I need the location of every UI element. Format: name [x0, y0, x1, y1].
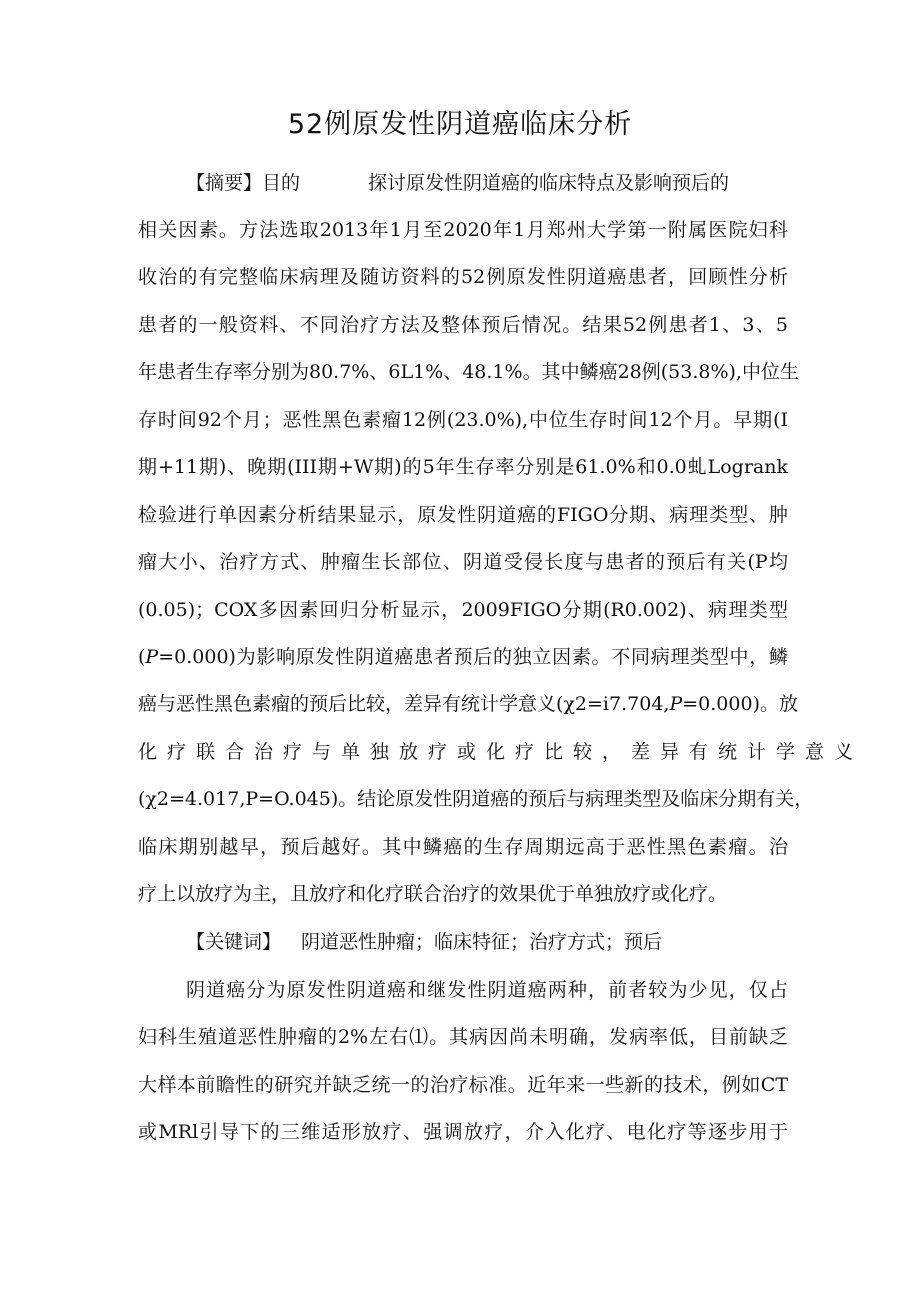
- text-span: (: [138, 646, 146, 668]
- abstract-line: 疗上以放疗为主，且放疗和化疗联合治疗的效果优于单独放疗或化疗。: [138, 883, 728, 905]
- abstract-line: 期+11期)、晚期(III期+W期)的5年生存率分别是61.0%和0.0虬Logrank: [138, 456, 788, 478]
- body-line: 妇科生殖道恶性肿瘤的2%左右⑴。其病因尚未明确，发病率低，目前缺乏: [138, 1026, 788, 1048]
- text-span: =0.000)为影响原发性阴道癌患者预后的独立因素。不同病理类型中，鳞: [158, 646, 788, 668]
- keywords-label: 【关键词】: [186, 931, 282, 953]
- body-line: 大样本前瞻性的研究并缺乏统一的治疗标准。近年来一些新的技术，例如CT: [138, 1074, 788, 1096]
- abstract-line: 存时间92个月；恶性黑色素瘤12例(23.0%),中位生存时间12个月。早期(I: [138, 409, 788, 431]
- body-line: 阴道癌分为原发性阴道癌和继发性阴道癌两种，前者较为少见，仅占: [186, 979, 788, 1001]
- abstract-line: [138, 693, 798, 715]
- page-title: 52例原发性阴道癌临床分析: [287, 109, 633, 140]
- abstract-first-line: [186, 172, 788, 194]
- abstract-line: 年患者生存率分别为80.7%、6L1%、48.1%。其中鳞癌28例(53.8%),中位生: [138, 361, 799, 383]
- p-symbol: P: [669, 693, 683, 715]
- p-symbol: P: [145, 646, 159, 668]
- abstract-line: 检验进行单因素分析结果显示，原发性阴道癌的FIGO分期、病理类型、肿: [138, 504, 788, 526]
- abstract-line: (0.05)；COX多因素回归分析显示，2009FIGO分期(R0.002)、病理类型: [138, 599, 788, 621]
- text-span: =0.000)。放: [682, 693, 798, 715]
- abstract-line: 收治的有完整临床病理及随访资料的52例原发性阴道癌患者，回顾性分析: [138, 266, 788, 288]
- abstract-line: [138, 646, 788, 668]
- body-line: 或MRl引导下的三维适形放疗、强调放疗，介入化疗、电化疗等逐步用于: [138, 1121, 788, 1143]
- abstract-line: 瘤大小、治疗方式、肿瘤生长部位、阴道受侵长度与患者的预后有关(P均: [138, 551, 788, 573]
- text-span: 癌与恶性黑色素瘤的预后比较，差异有统计学意义(χ2=i7.704,: [138, 693, 670, 715]
- abstract-line: 探讨原发性阴道癌的临床特点及影响预后的: [368, 172, 730, 194]
- abstract-purpose-label: 目的: [262, 172, 301, 194]
- keywords-text: 阴道恶性肿瘤；临床特征；治疗方式；预后: [301, 931, 663, 953]
- keywords-line: [186, 931, 788, 953]
- abstract-line: 临床期别越早，预后越好。其中鳞癌的生存周期远高于恶性黑色素瘤。治: [138, 836, 788, 858]
- abstract-line: (χ2=4.017,P=O.045)。结论原发性阴道癌的预后与病理类型及临床分期有关，: [138, 788, 814, 810]
- abstract-line: 化疗联合治疗与单独放疗或化疗比较，差异有统计学意义: [138, 741, 864, 763]
- abstract-line: 相关因素。方法选取2013年1月至2020年1月郑州大学第一附属医院妇科: [138, 219, 788, 241]
- abstract-label: 【摘要】: [186, 172, 263, 194]
- abstract-line: 患者的一般资料、不同治疗方法及整体预后情况。结果52例患者1、3、5: [138, 314, 788, 336]
